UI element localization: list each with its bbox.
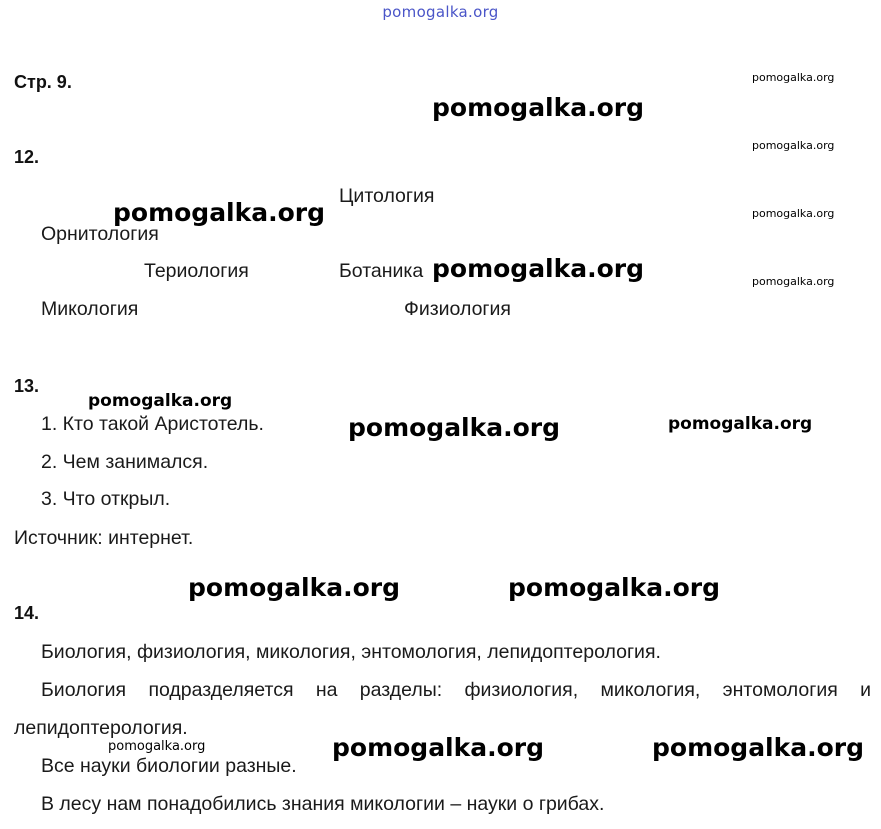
watermark-medium: pomogalka.org — [88, 391, 233, 411]
watermark-small: pomogalka.org — [752, 71, 835, 84]
watermark-large: pomogalka.org — [432, 93, 645, 122]
task-14-line: Биология, физиология, микология, энтомология, лепидоптерология. — [41, 641, 661, 663]
header-watermark: pomogalka.org — [382, 3, 499, 21]
watermark-large: pomogalka.org — [348, 413, 561, 442]
watermark-large: pomogalka.org — [332, 733, 545, 762]
task-14-line: лепидоптерология. — [14, 717, 188, 739]
watermark-large: pomogalka.org — [113, 198, 326, 227]
term-mycology: Микология — [41, 298, 139, 320]
task-14-line: В лесу нам понадобились знания микологии – науки о грибах. — [41, 793, 605, 815]
task-13-item: 2. Чем занимался. — [41, 451, 209, 473]
watermark-small: pomogalka.org — [108, 739, 206, 754]
watermark-large: pomogalka.org — [432, 254, 645, 283]
watermark-large: pomogalka.org — [508, 573, 721, 602]
term-physiology: Физиология — [404, 298, 511, 320]
watermark-large: pomogalka.org — [652, 733, 865, 762]
task-14-line: Биология подразделяется на разделы: физиология, микология, энтомология и — [41, 679, 871, 701]
task-13-item: 3. Что открыл. — [41, 488, 171, 510]
watermark-small: pomogalka.org — [752, 275, 835, 288]
watermark-small: pomogalka.org — [752, 139, 835, 152]
term-ornithology: Орнитология — [41, 223, 159, 245]
task-14-number: 14. — [14, 603, 40, 623]
task-13-item: 1. Кто такой Аристотель. — [41, 413, 264, 435]
term-botany: Ботаника — [339, 260, 424, 282]
watermark-small: pomogalka.org — [752, 207, 835, 220]
task-12-number: 12. — [14, 147, 40, 167]
term-cytology: Цитология — [339, 185, 435, 207]
page-label: Стр. 9. — [14, 72, 72, 92]
task-14-line: Все науки биологии разные. — [41, 755, 297, 777]
watermark-large: pomogalka.org — [188, 573, 401, 602]
watermark-medium: pomogalka.org — [668, 414, 813, 434]
task-13-source: Источник: интернет. — [14, 527, 194, 549]
term-theriology: Териология — [144, 260, 249, 282]
task-13-number: 13. — [14, 376, 40, 396]
